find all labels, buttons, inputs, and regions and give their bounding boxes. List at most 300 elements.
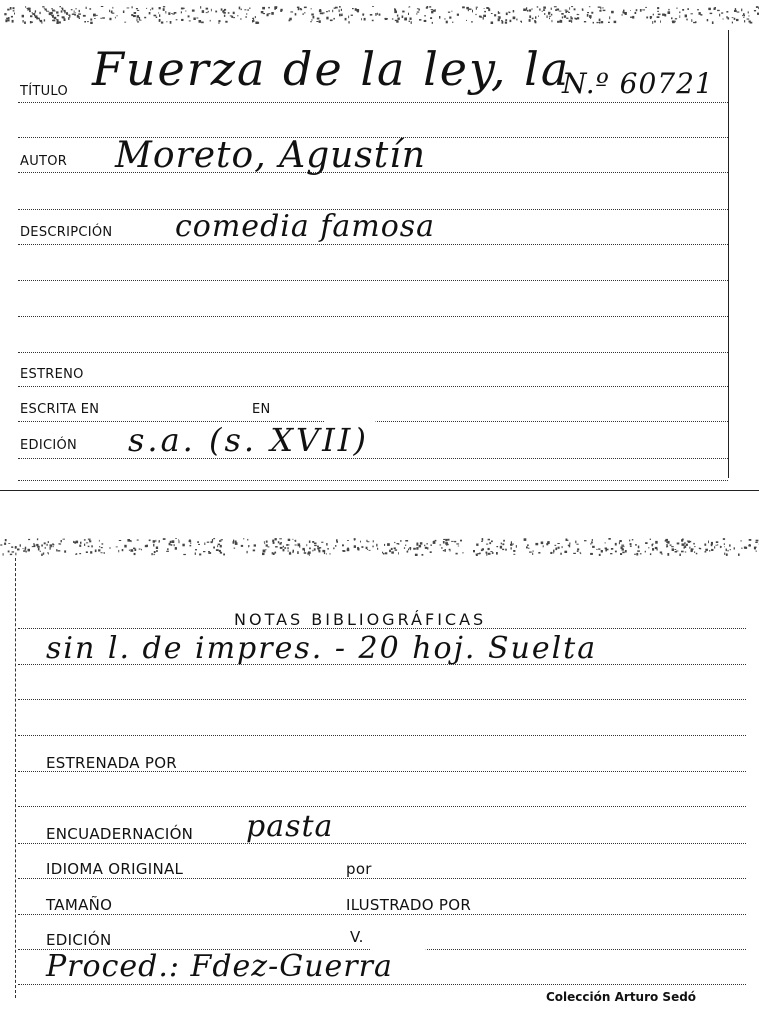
speckle — [52, 10, 55, 12]
speckle — [724, 553, 725, 555]
speckle — [510, 20, 512, 22]
speckle — [89, 540, 90, 541]
speckle — [488, 553, 491, 555]
speckle — [569, 7, 570, 9]
speckle — [193, 18, 195, 21]
speckle — [709, 550, 710, 551]
speckle — [406, 551, 408, 552]
speckle — [84, 539, 86, 540]
speckle — [304, 549, 305, 551]
speckle — [529, 19, 531, 22]
speckle — [382, 552, 383, 554]
speckle — [161, 22, 163, 24]
speckle — [34, 544, 36, 547]
speckle — [175, 547, 177, 549]
rule-line — [18, 878, 746, 879]
speckle — [314, 545, 317, 546]
speckle — [505, 549, 507, 551]
speckle — [413, 548, 416, 550]
speckle — [599, 19, 601, 22]
speckle — [577, 14, 578, 15]
speckle — [367, 549, 368, 550]
speckle — [42, 6, 44, 7]
speckle — [720, 546, 722, 547]
speckle — [491, 541, 493, 543]
speckle — [658, 14, 661, 16]
speckle — [240, 19, 242, 20]
speckle — [676, 8, 677, 9]
speckle — [394, 11, 397, 14]
speckle — [62, 8, 64, 10]
speckle — [99, 540, 100, 542]
card-edge — [15, 558, 16, 998]
speckle — [488, 539, 490, 541]
speckle — [109, 10, 110, 12]
speckle — [571, 20, 572, 23]
speckle — [133, 15, 136, 17]
speckle — [430, 551, 432, 553]
speckle — [178, 539, 179, 540]
speckle — [666, 546, 667, 547]
speckle — [137, 15, 140, 18]
speckle — [336, 539, 338, 541]
speckle — [297, 7, 300, 8]
speckle — [124, 22, 126, 23]
speckle — [30, 11, 31, 12]
speckle — [460, 540, 462, 542]
speckle — [756, 551, 757, 552]
speckle — [502, 21, 504, 24]
speckle — [686, 544, 688, 546]
rule-line — [18, 914, 746, 915]
speckle — [30, 15, 32, 17]
speckle — [543, 7, 546, 9]
speckle — [215, 11, 217, 13]
speckle — [623, 10, 625, 12]
speckle — [747, 19, 750, 20]
speckle — [295, 540, 296, 542]
speckle — [446, 543, 447, 546]
speckle — [283, 546, 284, 548]
speckle — [58, 550, 61, 551]
rule-line — [18, 386, 728, 387]
speckle — [580, 552, 581, 554]
speckle — [409, 21, 410, 22]
speckle — [660, 21, 661, 23]
speckle — [582, 9, 583, 11]
speckle — [11, 16, 13, 18]
speckle — [623, 11, 625, 13]
speckle — [418, 9, 420, 11]
speckle — [404, 547, 405, 549]
speckle — [397, 543, 399, 544]
speckle — [446, 21, 448, 24]
speckle — [7, 9, 9, 11]
speckle — [33, 543, 35, 544]
speckle — [10, 7, 12, 10]
speckle — [637, 550, 640, 551]
speckle — [292, 551, 293, 553]
speckle — [221, 8, 223, 10]
speckle — [668, 9, 669, 11]
speckle — [458, 546, 459, 547]
speckle — [68, 17, 69, 20]
speckle — [339, 10, 340, 13]
speckle — [426, 7, 428, 9]
speckle — [652, 21, 653, 24]
speckle — [608, 22, 610, 23]
speckle — [621, 545, 624, 546]
speckle — [516, 545, 517, 548]
speckle — [317, 18, 320, 20]
speckle — [479, 17, 482, 18]
speckle — [662, 14, 665, 16]
speckle — [116, 547, 118, 548]
speckle — [492, 552, 494, 554]
speckle — [258, 22, 259, 24]
speckle — [86, 542, 88, 543]
speckle — [532, 553, 533, 555]
speckle — [490, 551, 492, 552]
speckle — [319, 11, 321, 12]
speckle — [526, 546, 528, 548]
speckle — [630, 543, 632, 545]
speckle — [551, 8, 552, 10]
speckle — [333, 18, 335, 20]
speckle — [40, 551, 41, 552]
speckle — [228, 12, 230, 14]
speckle — [308, 551, 311, 554]
speckle — [130, 549, 133, 552]
speckle — [593, 22, 594, 24]
speckle — [694, 546, 696, 547]
speckle — [271, 12, 274, 15]
speckle — [679, 12, 680, 14]
speckle — [426, 543, 428, 544]
speckle — [615, 551, 617, 553]
speckle — [266, 541, 268, 543]
speckle — [312, 19, 313, 21]
speckle — [252, 20, 253, 23]
speckle — [273, 542, 275, 544]
speckle — [23, 550, 25, 552]
speckle — [199, 554, 201, 556]
speckle — [163, 8, 165, 11]
speckle — [625, 14, 627, 15]
speckle — [603, 10, 606, 11]
speckle — [566, 18, 568, 19]
speckle — [181, 19, 183, 21]
speckle — [235, 541, 237, 543]
speckle — [462, 6, 465, 8]
speckle — [310, 21, 312, 22]
speckle — [682, 543, 685, 546]
speckle — [149, 540, 151, 541]
numero-value: N.º 60721 — [562, 67, 714, 100]
speckle — [275, 538, 277, 540]
speckle — [445, 549, 446, 552]
speckle — [711, 544, 713, 546]
speckle — [491, 13, 493, 14]
speckle — [715, 545, 717, 546]
speckle — [402, 11, 404, 13]
speckle — [268, 13, 270, 14]
speckle — [558, 547, 560, 549]
speckle — [734, 18, 736, 20]
edicion-back-label: EDICIÓN — [46, 931, 112, 949]
titulo-value: Fuerza de la ley, la — [92, 42, 571, 96]
speckle — [313, 16, 315, 19]
edicion-value: s.a. (s. XVII) — [128, 421, 369, 459]
speckle — [330, 553, 331, 555]
speckle — [636, 9, 638, 11]
speckle — [734, 10, 737, 12]
speckle — [574, 18, 575, 20]
speckle — [154, 15, 157, 17]
speckle — [719, 14, 720, 17]
speckle — [541, 542, 544, 545]
speckle — [650, 17, 652, 19]
speckle — [577, 551, 579, 552]
speckle — [682, 9, 684, 11]
speckle — [152, 8, 154, 10]
speckle — [101, 547, 103, 548]
speckle — [44, 19, 45, 21]
speckle — [704, 544, 706, 546]
speckle — [319, 20, 321, 23]
descripcion-label: DESCRIPCIÓN — [20, 225, 113, 240]
rule-line — [18, 628, 746, 629]
speckle — [728, 550, 729, 552]
speckle — [115, 17, 116, 19]
speckle — [79, 545, 81, 547]
speckle — [348, 16, 349, 19]
speckle — [610, 553, 612, 554]
speckle — [609, 16, 610, 19]
speckle — [661, 553, 662, 555]
speckle — [299, 545, 300, 548]
speckle — [429, 6, 431, 7]
speckle — [261, 11, 264, 13]
speckle — [622, 548, 624, 550]
card-edge — [728, 30, 729, 478]
speckle — [551, 14, 552, 16]
en-label: EN — [252, 402, 271, 417]
speckle — [384, 544, 385, 546]
speckle — [273, 553, 275, 555]
speckle — [591, 12, 593, 14]
speckle — [137, 21, 139, 22]
speckle — [498, 18, 500, 21]
speckle — [51, 545, 52, 547]
speckle — [668, 11, 671, 14]
speckle — [569, 543, 570, 545]
speckle — [574, 8, 576, 10]
rule-line — [18, 352, 728, 353]
speckle — [304, 12, 305, 13]
speckle — [64, 550, 66, 552]
speckle — [696, 553, 698, 555]
speckle — [408, 13, 409, 15]
speckle — [483, 15, 486, 17]
speckle — [266, 544, 268, 546]
speckle — [527, 10, 528, 12]
speckle — [431, 9, 433, 10]
speckle — [320, 13, 323, 15]
speckle — [592, 539, 593, 541]
speckle — [599, 10, 601, 12]
speckle — [264, 541, 265, 543]
speckle — [278, 541, 280, 543]
speckle — [620, 553, 622, 555]
speckle — [201, 22, 204, 24]
speckle — [737, 12, 740, 13]
speckle — [288, 539, 291, 541]
scan-edge-middle — [0, 538, 759, 556]
speckle — [188, 15, 190, 17]
speckle — [539, 9, 540, 11]
speckle — [197, 541, 199, 543]
speckle — [38, 548, 40, 551]
speckle — [50, 547, 51, 550]
speckle — [596, 549, 597, 550]
speckle — [219, 550, 221, 552]
speckle — [12, 20, 14, 23]
speckle — [221, 539, 223, 540]
speckle — [43, 553, 44, 555]
speckle — [457, 14, 459, 16]
speckle — [486, 553, 487, 556]
speckle — [352, 8, 354, 9]
speckle — [498, 16, 501, 17]
speckle — [451, 541, 454, 542]
speckle — [36, 17, 38, 19]
speckle — [149, 12, 151, 14]
speckle — [151, 553, 152, 555]
speckle — [341, 14, 343, 16]
speckle — [25, 6, 26, 7]
speckle — [247, 551, 248, 553]
speckle — [410, 18, 412, 20]
speckle — [749, 544, 751, 547]
speckle — [28, 539, 30, 540]
speckle — [280, 542, 282, 543]
speckle — [102, 543, 104, 544]
speckle — [488, 548, 490, 550]
rule-line — [18, 280, 728, 281]
speckle — [137, 540, 139, 541]
speckle — [225, 21, 227, 23]
speckle — [568, 12, 570, 13]
speckle — [629, 540, 630, 542]
speckle — [86, 7, 87, 9]
speckle — [322, 13, 323, 14]
speckle — [387, 543, 390, 546]
speckle — [179, 540, 180, 543]
speckle — [158, 13, 159, 14]
speckle — [127, 8, 130, 9]
speckle — [181, 11, 182, 13]
speckle — [137, 19, 138, 22]
speckle — [168, 12, 170, 15]
speckle — [189, 540, 191, 543]
speckle — [74, 14, 76, 16]
speckle — [46, 10, 47, 12]
speckle — [657, 548, 658, 550]
speckle — [239, 7, 241, 10]
speckle — [552, 20, 553, 22]
speckle — [80, 542, 82, 544]
speckle — [529, 9, 531, 11]
speckle — [443, 550, 445, 551]
speckle — [244, 9, 246, 10]
speckle — [427, 547, 428, 549]
speckle — [440, 544, 442, 545]
speckle — [443, 539, 445, 540]
speckle — [377, 13, 378, 15]
estrenada-por-label: ESTRENADA POR — [46, 754, 178, 772]
speckle — [520, 21, 522, 22]
speckle — [279, 538, 282, 539]
speckle — [383, 553, 385, 555]
speckle — [723, 19, 724, 20]
speckle — [575, 541, 576, 544]
speckle — [53, 20, 55, 22]
speckle — [476, 8, 477, 10]
speckle — [272, 552, 273, 554]
speckle — [391, 551, 394, 553]
speckle — [358, 548, 360, 551]
speckle — [295, 13, 297, 15]
speckle — [424, 20, 427, 22]
speckle — [101, 6, 104, 7]
speckle — [87, 21, 89, 22]
speckle — [204, 543, 205, 546]
speckle — [233, 12, 235, 14]
rule-line — [18, 458, 728, 459]
speckle — [511, 544, 512, 546]
speckle — [79, 10, 80, 12]
speckle — [724, 546, 725, 547]
speckle — [90, 551, 92, 553]
speckle — [711, 549, 713, 551]
speckle — [748, 11, 749, 13]
speckle — [319, 547, 321, 548]
speckle — [196, 18, 198, 19]
speckle — [84, 21, 86, 23]
speckle — [744, 20, 745, 22]
speckle — [153, 540, 156, 543]
speckle — [366, 540, 367, 542]
speckle — [233, 17, 235, 18]
speckle — [326, 543, 327, 546]
speckle — [314, 543, 317, 545]
speckle — [707, 19, 709, 21]
titulo-label: TÍTULO — [20, 84, 69, 99]
rule-line — [18, 735, 746, 736]
speckle — [532, 18, 534, 20]
speckle — [295, 545, 297, 546]
speckle — [665, 539, 668, 541]
speckle — [192, 10, 195, 12]
speckle — [212, 539, 213, 542]
speckle — [170, 21, 172, 24]
speckle — [405, 540, 408, 542]
speckle — [274, 6, 277, 9]
speckle — [605, 548, 607, 550]
speckle — [211, 9, 212, 12]
speckle — [286, 544, 288, 546]
